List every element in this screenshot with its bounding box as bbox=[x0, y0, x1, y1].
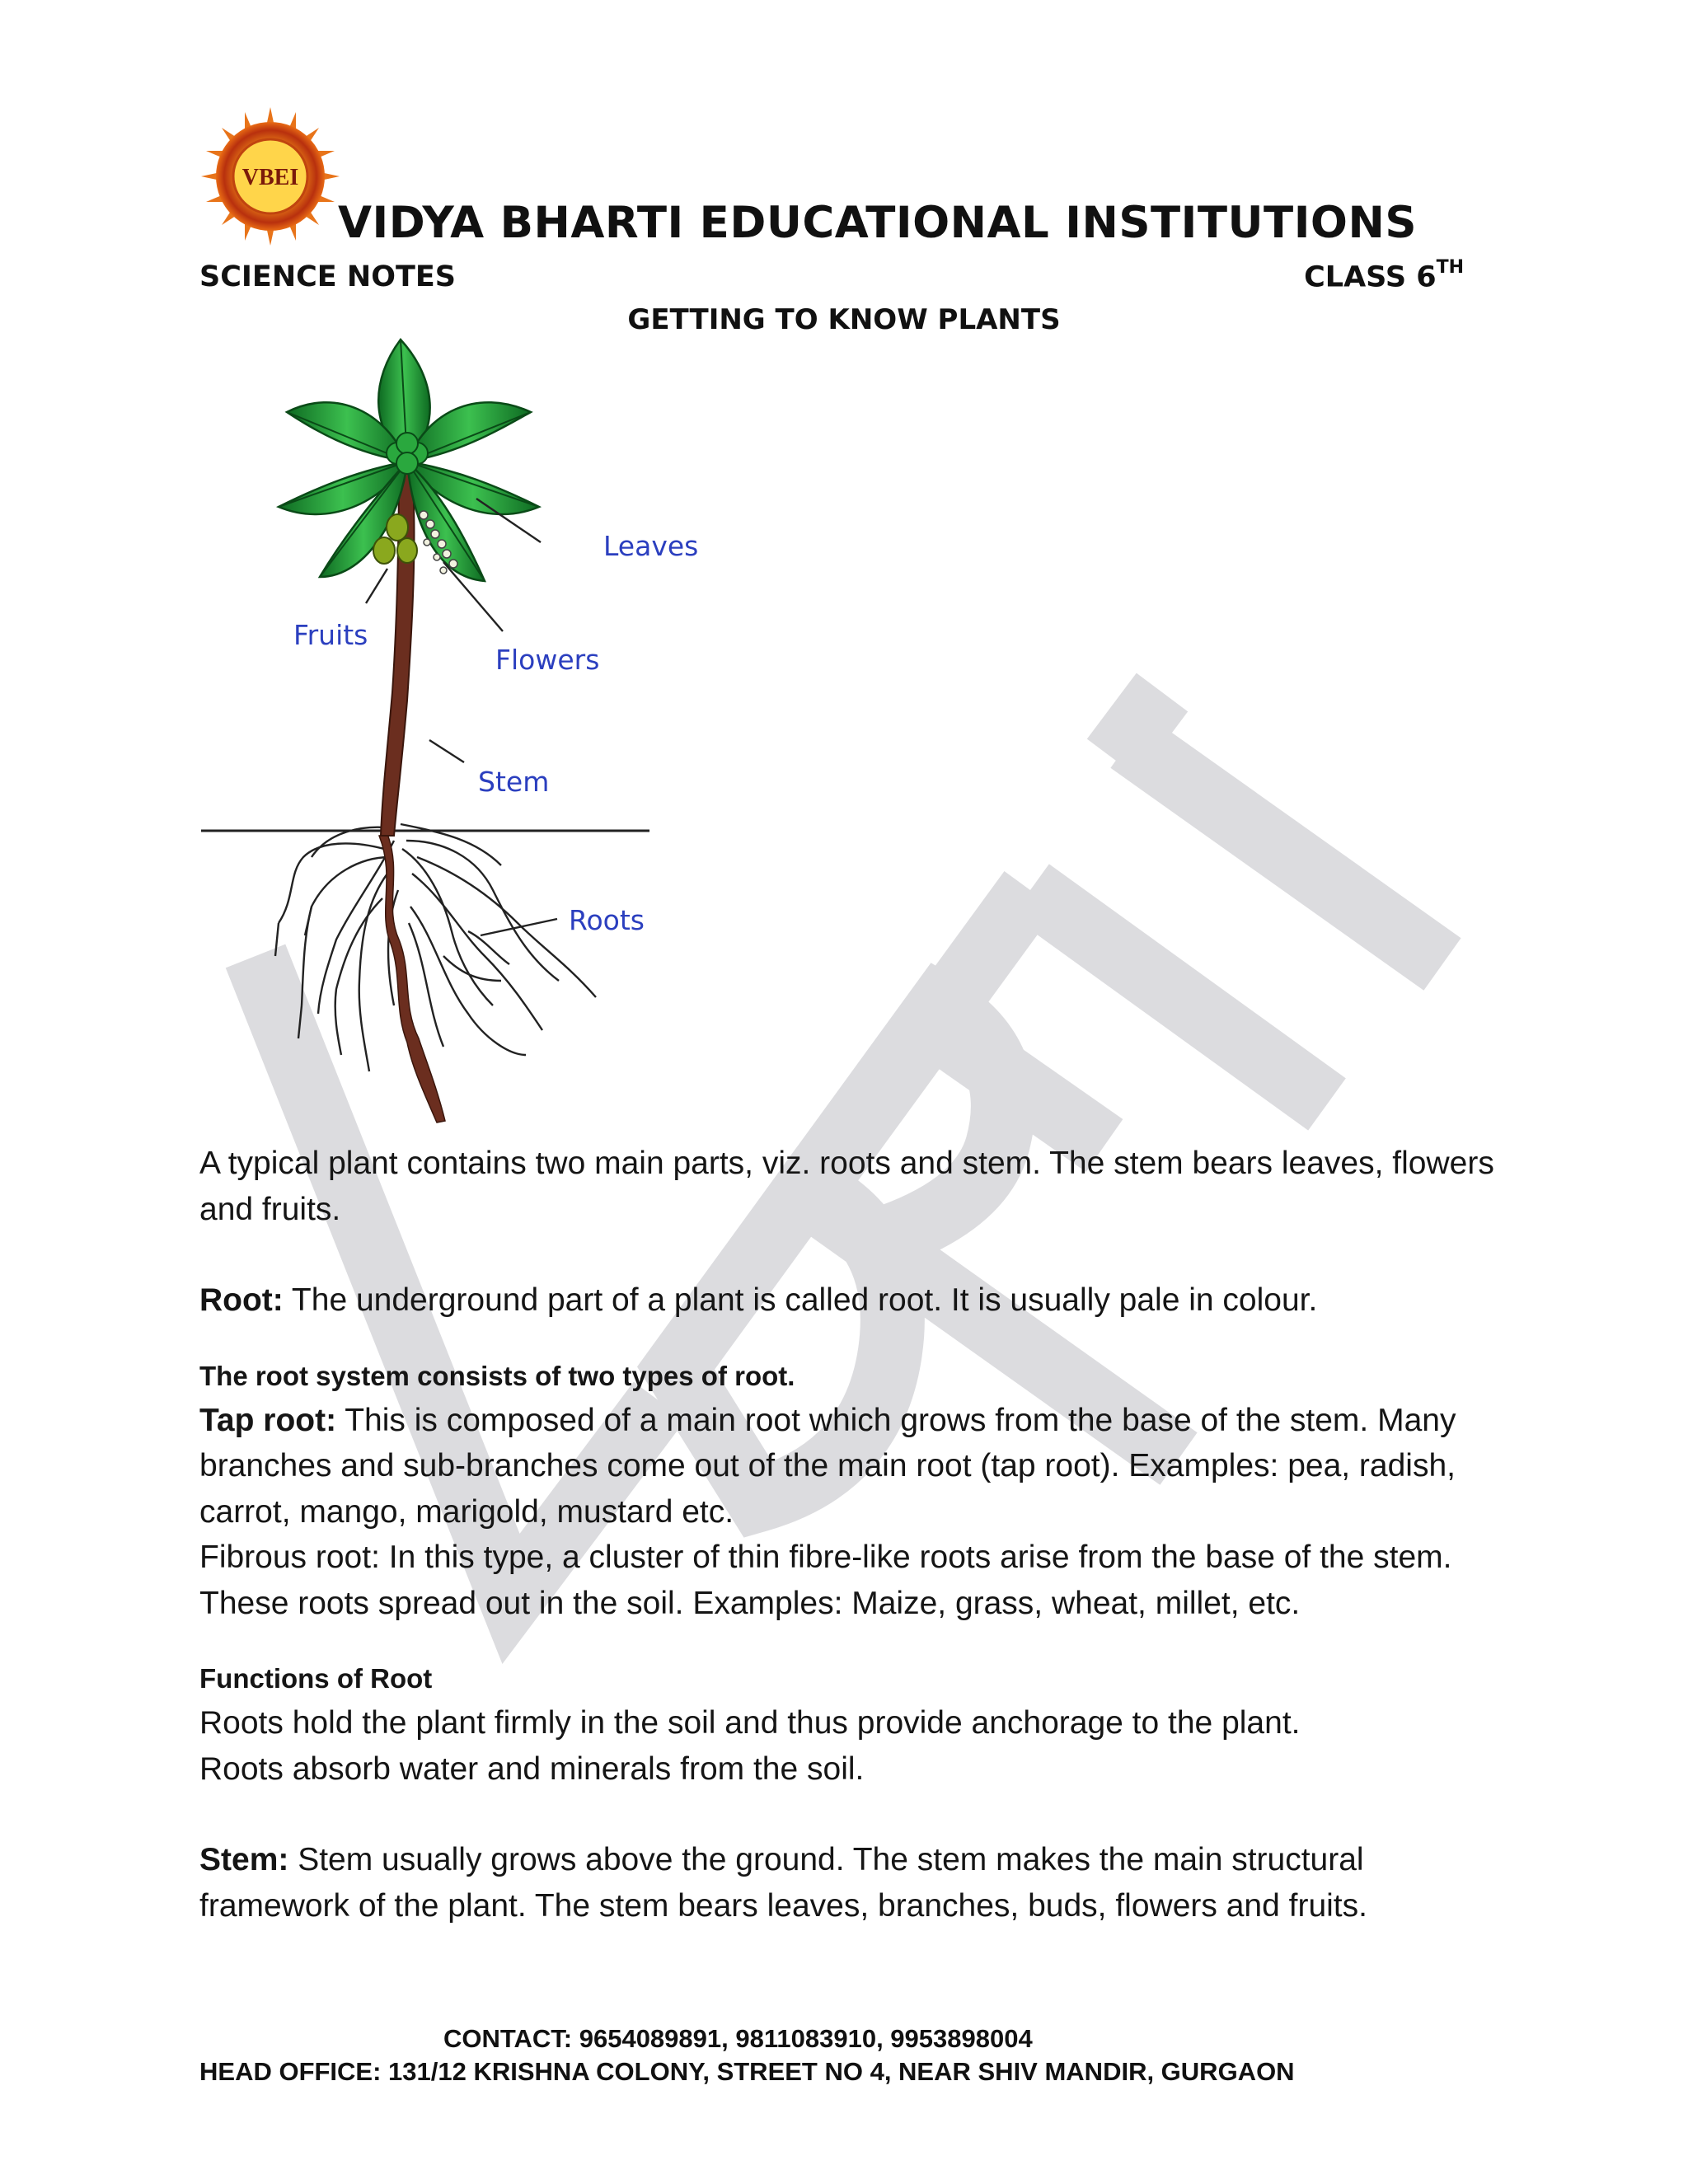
intro-paragraph: A typical plant contains two main parts, viz. roots and stem. The stem bears leaves, flowers and fruits. bbox=[199, 1146, 1494, 1227]
plant-diagram bbox=[196, 330, 707, 1146]
fibrous-root-paragraph: Fibrous root: In this type, a cluster of thin fibre-like roots arise from the base of the stem. These roots spread out in the soil. Examples: Maize, grass, wheat, millet, etc. bbox=[199, 1540, 1452, 1621]
tap-root-paragraph bbox=[199, 1398, 1502, 1535]
root-paragraph bbox=[199, 1277, 1502, 1324]
label-leaves: Leaves bbox=[603, 530, 699, 562]
tap-root-text: This is composed of a main root which grows from the base of the stem. Many branches and sub-branches come out of the main root (tap root). Examples: pea, radish, carrot, mango, marigold, mustard etc. bbox=[199, 1402, 1456, 1530]
label-flowers: Flowers bbox=[495, 644, 600, 676]
institution-title: VIDYA BHARTI EDUCATIONAL INSTITUTIONS bbox=[338, 198, 1418, 248]
class-number: CLASS 6 bbox=[1304, 260, 1437, 294]
tap-root-label: Tap root: bbox=[199, 1402, 337, 1438]
plant-roots bbox=[275, 824, 596, 1071]
root-label: Root: bbox=[199, 1282, 284, 1318]
logo-text: VBEI bbox=[241, 165, 299, 190]
root-types-heading: The root system consists of two types of root. bbox=[199, 1360, 795, 1391]
label-roots: Roots bbox=[569, 904, 645, 936]
footer-contact: CONTACT: 9654089891, 9811083910, 9953898004 bbox=[443, 2024, 1033, 2053]
root-text: The underground part of a plant is called root. It is usually pale in colour. bbox=[283, 1282, 1318, 1318]
class-label bbox=[1304, 257, 1464, 294]
label-stem: Stem bbox=[478, 766, 550, 798]
footer-address: HEAD OFFICE: 131/12 KRISHNA COLONY, STREET NO 4, NEAR SHIV MANDIR, GURGAON bbox=[199, 2057, 1295, 2086]
footer bbox=[199, 2022, 1518, 2088]
label-fruits: Fruits bbox=[293, 619, 368, 651]
stem-label: Stem: bbox=[199, 1842, 289, 1877]
topic-title: GETTING TO KNOW PLANTS bbox=[627, 303, 1061, 336]
class-suffix: TH bbox=[1436, 257, 1464, 278]
stem-text: Stem usually grows above the ground. The stem makes the main structural framework of the plant. The stem bears leaves, branches, buds, flowers and fruits. bbox=[199, 1842, 1367, 1924]
stem-paragraph bbox=[199, 1837, 1502, 1929]
functions-heading: Functions of Root bbox=[199, 1663, 433, 1694]
function-2: Roots absorb water and minerals from the soil. bbox=[199, 1750, 865, 1787]
notes-body bbox=[199, 1141, 1502, 1929]
subject-label: SCIENCE NOTES bbox=[199, 260, 456, 293]
vbei-logo bbox=[199, 105, 341, 247]
function-1: Roots hold the plant firmly in the soil and thus provide anchorage to the plant. bbox=[199, 1705, 1301, 1741]
